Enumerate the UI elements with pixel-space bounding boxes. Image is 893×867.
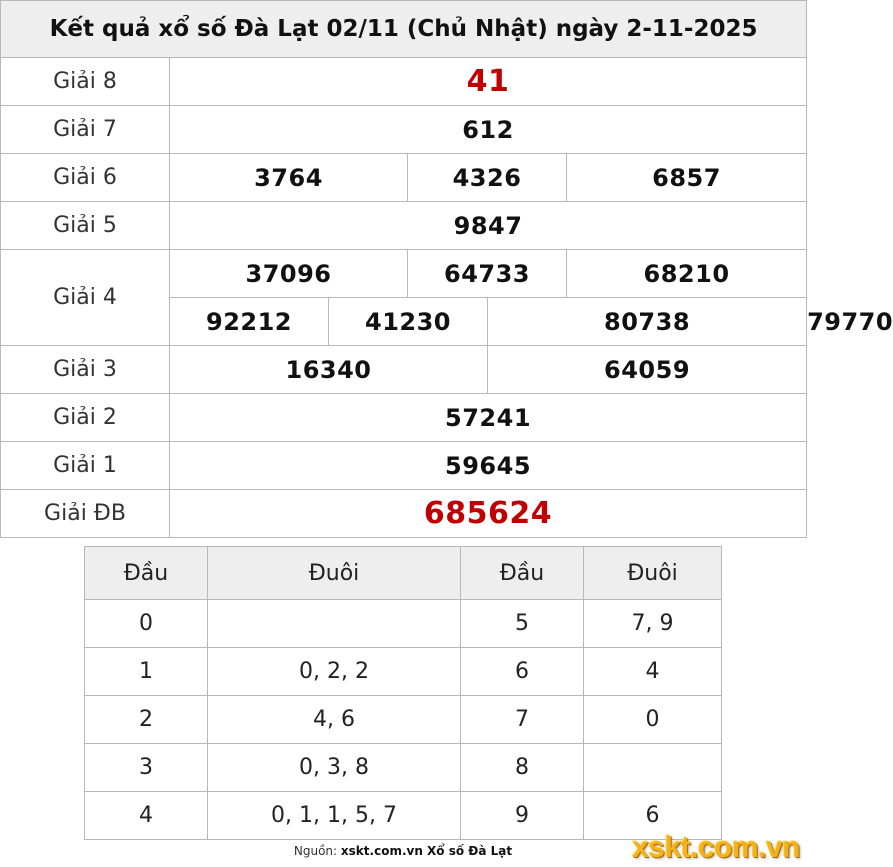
title-row	[1, 1, 807, 58]
loto-dau: 1	[85, 648, 208, 696]
prize-row-4b: 92212 41230 80738 79770	[1, 298, 807, 346]
loto-duoi: 6	[584, 792, 722, 840]
loto-dau: 6	[461, 648, 584, 696]
prize-4-number-6: 80738	[488, 298, 807, 346]
loto-row	[85, 600, 722, 648]
prize-3-number-1: 16340	[170, 346, 488, 394]
site-logo-watermark: xskt.com.vn	[632, 831, 800, 864]
loto-dau: 4	[85, 792, 208, 840]
prize-row-8	[1, 58, 807, 106]
prize-label-4: Giải 4	[1, 250, 170, 346]
prize-4-number-4: 92212	[170, 298, 329, 346]
loto-duoi: 4, 6	[208, 696, 461, 744]
loto-duoi: 0, 3, 8	[208, 744, 461, 792]
prize-6-number-3: 6857	[567, 154, 807, 202]
page-title: Kết quả xổ số Đà Lạt 02/11 (Chủ Nhật) ngày 2-11-2025	[1, 1, 807, 58]
prize-4-number-3: 68210	[567, 250, 807, 298]
prize-label-7: Giải 7	[1, 106, 170, 154]
prize-label-1: Giải 1	[1, 442, 170, 490]
prize-7-number: 612	[170, 106, 807, 154]
prize-label-5: Giải 5	[1, 202, 170, 250]
loto-header-dau-2: Đầu	[461, 547, 584, 600]
prize-4-number-1: 37096	[170, 250, 408, 298]
loto-row	[85, 696, 722, 744]
loto-table	[84, 546, 722, 840]
loto-dau: 8	[461, 744, 584, 792]
prize-row-3	[1, 346, 807, 394]
prize-row-2	[1, 394, 807, 442]
loto-dau: 7	[461, 696, 584, 744]
prize-2-number: 57241	[170, 394, 807, 442]
prize-row-5	[1, 202, 807, 250]
prize-label-db: Giải ĐB	[1, 490, 170, 538]
loto-duoi: 4	[584, 648, 722, 696]
prize-label-6: Giải 6	[1, 154, 170, 202]
loto-dau: 9	[461, 792, 584, 840]
loto-duoi: 0, 1, 1, 5, 7	[208, 792, 461, 840]
prize-row-1	[1, 442, 807, 490]
source-prefix: Nguồn:	[293, 844, 338, 858]
prize-label-2: Giải 2	[1, 394, 170, 442]
jackpot-number: 685624	[170, 490, 807, 538]
prize-label-8: Giải 8	[1, 58, 170, 106]
loto-header-duoi-2: Đuôi	[584, 547, 722, 600]
loto-header-duoi-1: Đuôi	[208, 547, 461, 600]
loto-header-dau-1: Đầu	[85, 547, 208, 600]
loto-dau: 2	[85, 696, 208, 744]
prize-6-number-1: 3764	[170, 154, 408, 202]
prize-row-db	[1, 490, 807, 538]
loto-dau: 5	[461, 600, 584, 648]
prize-label-3: Giải 3	[1, 346, 170, 394]
prize-row-6	[1, 154, 807, 202]
prize-1-number: 59645	[170, 442, 807, 490]
prize-4-number-5: 41230	[329, 298, 488, 346]
loto-duoi: 0, 2, 2	[208, 648, 461, 696]
loto-dau: 3	[85, 744, 208, 792]
prize-4-number-2: 64733	[408, 250, 567, 298]
prize-6-number-2: 4326	[408, 154, 567, 202]
prize-row-4a	[1, 250, 807, 298]
loto-row	[85, 792, 722, 840]
prize-3-number-2: 64059	[488, 346, 807, 394]
prize-5-number: 9847	[170, 202, 807, 250]
loto-duoi: 0	[584, 696, 722, 744]
source-link[interactable]: xskt.com.vn Xổ số Đà Lạt	[340, 844, 513, 858]
prize-row-7	[1, 106, 807, 154]
loto-row	[85, 648, 722, 696]
loto-header-row	[85, 547, 722, 600]
loto-duoi	[208, 600, 461, 648]
prize-8-number: 41	[170, 58, 807, 106]
loto-duoi	[584, 744, 722, 792]
loto-duoi: 7, 9	[584, 600, 722, 648]
loto-row	[85, 744, 722, 792]
loto-dau: 0	[85, 600, 208, 648]
